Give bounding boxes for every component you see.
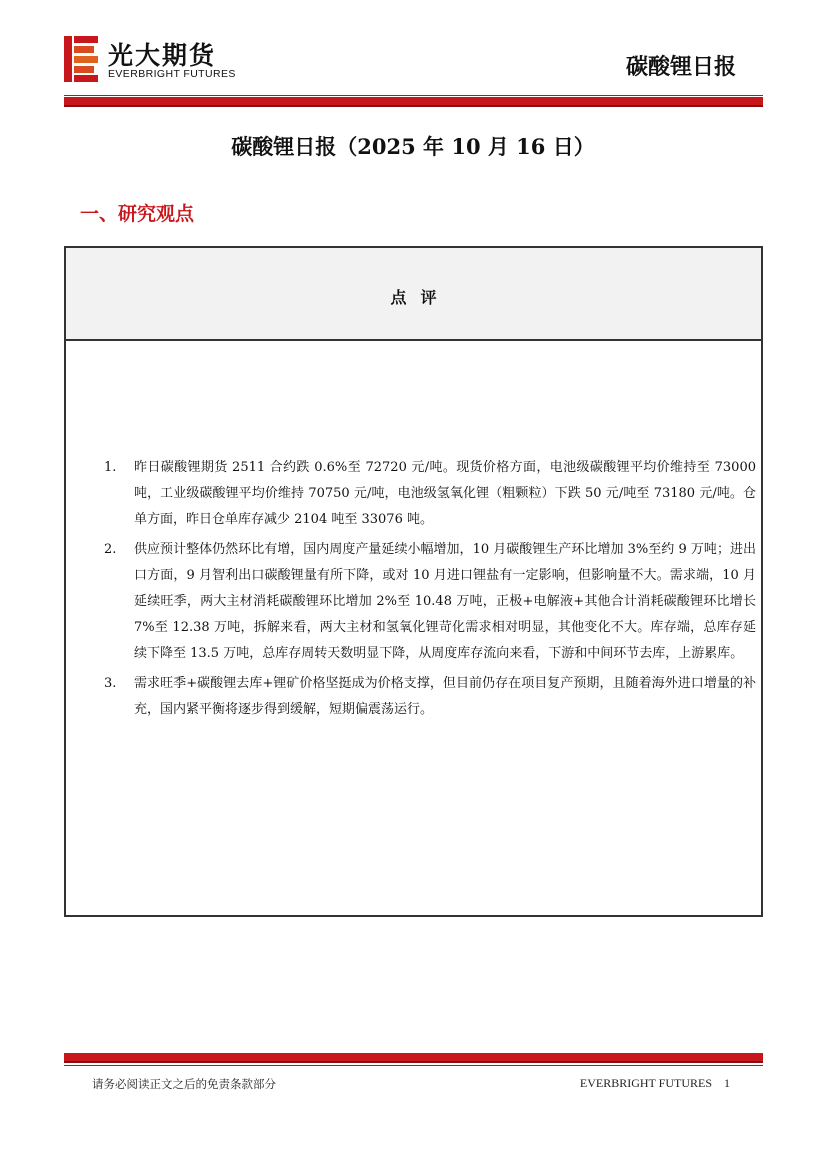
list-item-number: 3. <box>104 676 117 691</box>
list-item-number: 1. <box>104 460 117 475</box>
section-heading: 一、研究观点 <box>80 203 195 225</box>
logo-english-name: EVERBRIGHT FUTURES <box>108 68 236 80</box>
list-item <box>104 671 756 723</box>
commentary-box <box>64 246 763 917</box>
list-item-number: 2. <box>104 542 117 557</box>
list-item-text: 昨日碳酸锂期货 2511 合约跌 0.6%至 72720 元/吨。现货价格方面，电池级碳酸锂平均价维持至 73000 吨，工业级碳酸锂平均价维持 70750 元/吨，电池级氢氧化锂（粗颗粒）下跌 50 元/吨至 73180 元/吨。仓单方面，昨日仓单库存减少 2104 吨至 33076 吨。 <box>134 460 756 527</box>
page-number: 1 <box>724 1076 730 1090</box>
list-item-text: 需求旺季+碳酸锂去库+锂矿价格坚挺成为价格支撑，但目前仍存在项目复产预期，且随着海外进口增量的补充，国内紧平衡将逐步得到缓解，短期偏震荡运行。 <box>134 676 756 717</box>
page-title: 碳酸锂日报（2025 年 10 月 16 日） <box>231 134 595 159</box>
footer-rule-thin <box>64 1065 763 1066</box>
report-name: 碳酸锂日报 <box>625 54 736 80</box>
commentary-list <box>104 455 756 727</box>
footer-disclaimer: 请务必阅读正文之后的免责条款部分 <box>92 1077 276 1091</box>
commentary-header <box>66 248 761 341</box>
logo-chinese-name: 光大期货 <box>108 41 217 70</box>
list-item <box>104 537 756 667</box>
footer-right <box>580 1076 730 1091</box>
header-rule-thin <box>64 95 763 96</box>
header-rule-thick <box>64 97 763 105</box>
footer-rule-thick <box>64 1053 763 1061</box>
everbright-logo-icon <box>64 36 100 82</box>
footer-company: EVERBRIGHT FUTURES <box>579 1076 712 1090</box>
list-item-text: 供应预计整体仍然环比有增，国内周度产量延续小幅增加，10 月碳酸锂生产环比增加 3%至约 9 万吨；进出口方面，9 月智利出口碳酸锂量有所下降，或对 10 月进口锂盐有一定影响，但影响量不大。需求端，10 月延续旺季，两大主材消耗碳酸锂环比增加 2%至 10.48 万吨，正极+电解液+其他合计消耗碳酸锂环比增长 7%至 12.38 万吨，拆解来看，两大主材和氢氧化锂苛化需求相对明显，其他变化不大。库存端，总库存延续下降至 13.5 万吨，总库存周转天数明显下降，从周度库存流向来看，下游和中间环节去库，上游累库。 <box>134 542 756 661</box>
commentary-label: 点评 <box>390 288 451 307</box>
company-logo <box>64 36 244 82</box>
list-item <box>104 455 756 533</box>
